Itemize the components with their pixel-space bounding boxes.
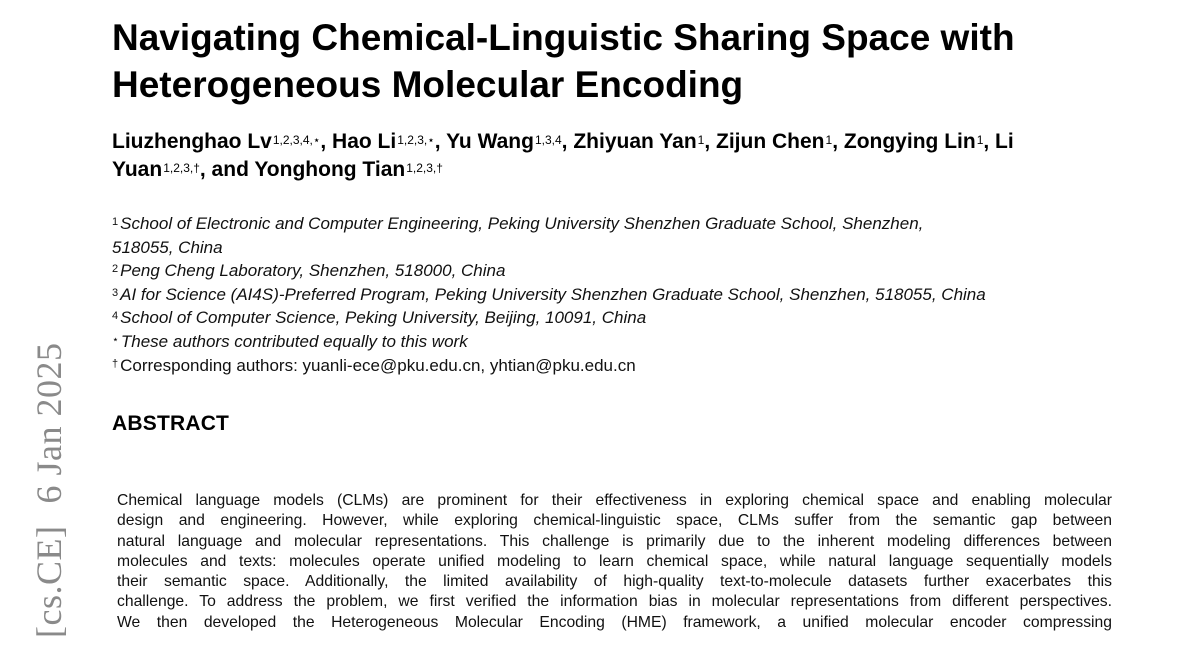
affiliation-mark: ⋆ (112, 333, 119, 346)
author-name: Hao Li (332, 130, 397, 153)
author-affiliation-marks: 1,2,3,⋆ (397, 133, 435, 147)
affiliation-mark: 3 (112, 286, 119, 299)
author-affiliation-marks: 1 (976, 133, 984, 147)
affiliation-text: School of Computer Science, Peking University, Beijing, 10091, China (120, 308, 647, 328)
abstract-line: Chemical language models (CLMs) are prominent for their effectiveness in exploring chemical space and enabling molecular (117, 492, 1112, 509)
author-separator: , (561, 130, 574, 153)
affiliation-item (112, 306, 1112, 330)
affiliation-item (112, 259, 1112, 283)
affiliation-mark: 2 (112, 263, 119, 276)
abstract-line: natural language and molecular representations. This challenge is primarily due to the inherent modeling differences between (117, 532, 1112, 550)
abstract-line: molecules and texts: molecules operate unified modeling to learn chemical space, while natural language sequentially models (117, 552, 1112, 570)
author-name: Yonghong Tian (254, 158, 406, 181)
affiliation-text: School of Electronic and Computer Engineering, Peking University Shenzhen Graduate School, Shenzhen, (120, 214, 924, 233)
affiliation-text: Corresponding authors: yuanli-ece@pku.edu.cn, yhtian@pku.edu.cn (120, 355, 636, 375)
affiliation-text: AI for Science (AI4S)-Preferred Program, Peking University Shenzhen Graduate School, Shenzhen, 518055, China (120, 284, 986, 304)
affiliation-text: These authors contributed equally to this work (120, 331, 468, 351)
author-separator: , (983, 130, 996, 153)
author-affiliation-marks: 1,2,3,† (163, 161, 200, 175)
author-list (112, 128, 1102, 184)
author-separator: , (704, 130, 717, 153)
arxiv-category: [cs.CE] (29, 525, 69, 638)
author-name: Li Yuan (112, 130, 1014, 181)
abstract-body (117, 491, 1112, 633)
abstract-line: their semantic space. Additionally, the limited availability of high-quality text-to-molecule datasets further exacerbates this (117, 573, 1112, 591)
affiliation-text: Peng Cheng Laboratory, Shenzhen, 518000, China (120, 261, 506, 281)
author-separator: , and (199, 158, 255, 181)
abstract-heading: ABSTRACT (112, 412, 230, 435)
author-affiliation-marks: 1,3,4 (534, 133, 562, 147)
author-separator: , (434, 130, 447, 153)
affiliation-item (112, 212, 1112, 259)
author-affiliation-marks: 1 (825, 133, 833, 147)
affiliation-list (112, 212, 1112, 377)
affiliation-text-continued: 518055, China (112, 237, 223, 257)
paper-title (112, 14, 1112, 108)
arxiv-identifier-stamp (28, 343, 70, 638)
corresponding-authors-note (112, 354, 1112, 378)
equal-contribution-note (112, 330, 1112, 354)
affiliation-mark: 4 (112, 310, 119, 323)
author-name: Zhiyuan Yan (573, 130, 697, 153)
author-affiliation-marks: 1,2,3,4,⋆ (272, 133, 321, 147)
abstract-line: design and engineering. However, while exploring chemical-linguistic space, CLMs suffer from the semantic gap between (117, 512, 1112, 530)
affiliation-mark: 1 (112, 216, 119, 228)
affiliation-item (112, 283, 1112, 307)
paper-title-line-1: Navigating Chemical-Linguistic Sharing Space with (112, 17, 1015, 58)
affiliation-mark: † (112, 357, 119, 370)
author-affiliation-marks: 1,2,3,† (406, 161, 443, 175)
arxiv-date: 6 Jan 2025 (29, 342, 69, 504)
abstract-line: We then developed the Heterogeneous Molecular Encoding (HME) framework, a unified molecular encoder compressing (117, 613, 1112, 631)
author-separator: , (320, 130, 333, 153)
author-affiliation-marks: 1 (697, 133, 705, 147)
author-name: Yu Wang (446, 130, 534, 153)
author-name: Zongying Lin (843, 130, 976, 153)
author-name: Liuzhenghao Lv (112, 130, 272, 153)
author-name: Zijun Chen (716, 130, 825, 153)
abstract-line: challenge. To address the problem, we first verified the information bias in molecular representations from different perspectives. (117, 593, 1112, 611)
paper-title-line-2: Heterogeneous Molecular Encoding (112, 64, 744, 105)
author-separator: , (832, 130, 844, 153)
